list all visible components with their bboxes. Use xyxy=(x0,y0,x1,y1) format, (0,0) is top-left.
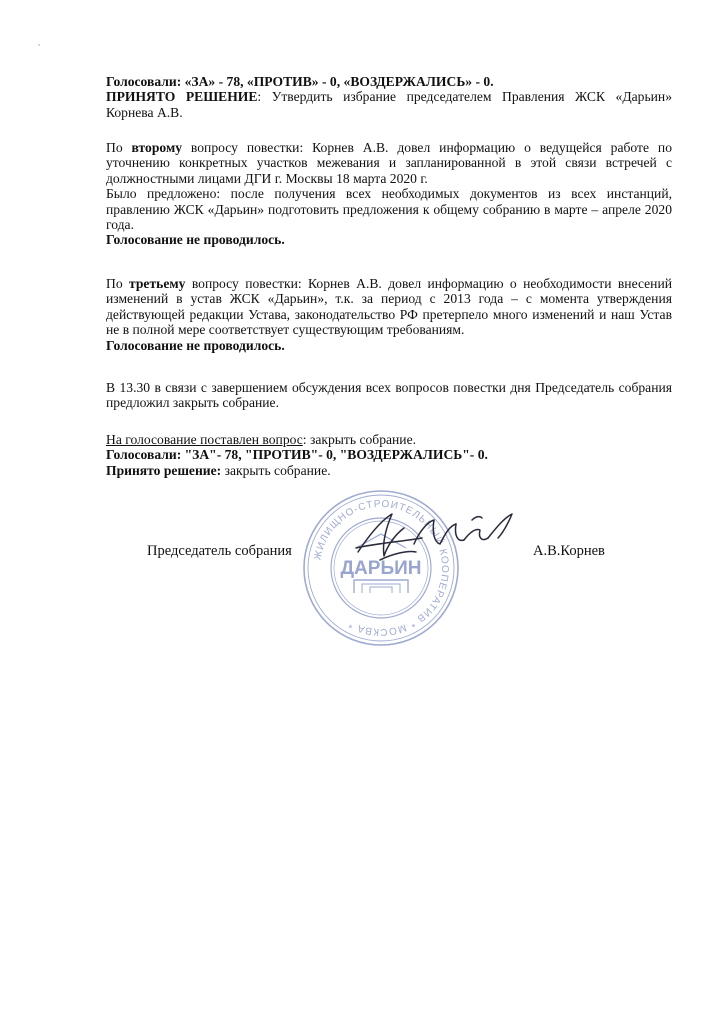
stamp-ring-text: ЖИЛИЩНО-СТРОИТЕЛЬНЫЙ КООПЕРАТИВ * МОСКВА * xyxy=(312,498,451,638)
agenda-item-2 xyxy=(106,140,672,248)
agenda-item-2-lead: По xyxy=(106,140,132,155)
vote-result-line: Голосовали: «ЗА» - 78, «ПРОТИВ» - 0, «ВОЗДЕРЖАЛИСЬ» - 0. xyxy=(106,74,494,89)
agenda-item-3 xyxy=(106,276,672,353)
question-text: : закрыть собрание. xyxy=(302,432,417,447)
closing-decision-text: закрыть собрание. xyxy=(221,462,331,478)
agenda-item-2-ordinal: второму xyxy=(131,140,182,155)
signatory-title: Председатель собрания xyxy=(147,543,292,559)
closing-decision-label: Принято решение: xyxy=(106,462,222,478)
scan-speck xyxy=(38,44,40,46)
handwritten-signature xyxy=(352,508,524,568)
signatory-name: А.В.Корнев xyxy=(533,543,605,559)
agenda-item-2-no-vote: Голосование не проводилось. xyxy=(106,232,285,248)
closing-notice-text: В 13.30 в связи с завершением обсуждения всех вопросов повестки дня Председатель собрания предложил закрыть собрание. xyxy=(106,380,672,411)
agenda-item-3-text: вопросу повестки: Корнев А.В. довел информацию о необходимости внесений изменений в устав ЖСК «Дарьин», т.к. за период с 2013 года – с момента утверждения действующей редакции Устава, законодательство РФ претерпело много изменений и наш Устав не в полной мере соответствует существующим требованиям. xyxy=(106,276,672,338)
decision-text: : Утвердить избрание председателем Правления ЖСК «Дарьин» Корнева А.В. xyxy=(106,89,672,120)
closing-notice xyxy=(106,380,672,411)
agenda-item-2-text: вопросу повестки: Корнев А.В. довел информацию о ведущейся работе по уточнению конкретных участков межевания и запланированной в этой связи встречей с должностными лицами ДГИ г. Москвы 18 марта 2020 г. xyxy=(106,140,673,186)
resolution-block-1 xyxy=(106,74,672,120)
closing-vote-block xyxy=(106,432,672,478)
decision-label: ПРИНЯТО РЕШЕНИЕ xyxy=(106,89,258,105)
agenda-item-3-no-vote: Голосование не проводилось. xyxy=(106,337,285,353)
stamp-center-text: ДАРЬИН xyxy=(340,558,422,579)
agenda-item-3-lead: По xyxy=(106,276,130,291)
agenda-item-2-proposal: Было предложено: после получения всех необходимых документов из всех инстанций, правлению ЖСК «Дарьин» подготовить предложения к общему собранию в марте – апреле 2020 года. xyxy=(106,186,672,233)
agenda-item-3-ordinal: третьему xyxy=(129,276,186,291)
question-label: На голосование поставлен вопрос xyxy=(106,432,303,447)
closing-vote-result: Голосовали: "ЗА"- 78, "ПРОТИВ"- 0, "ВОЗДЕРЖАЛИСЬ"- 0. xyxy=(106,447,488,463)
